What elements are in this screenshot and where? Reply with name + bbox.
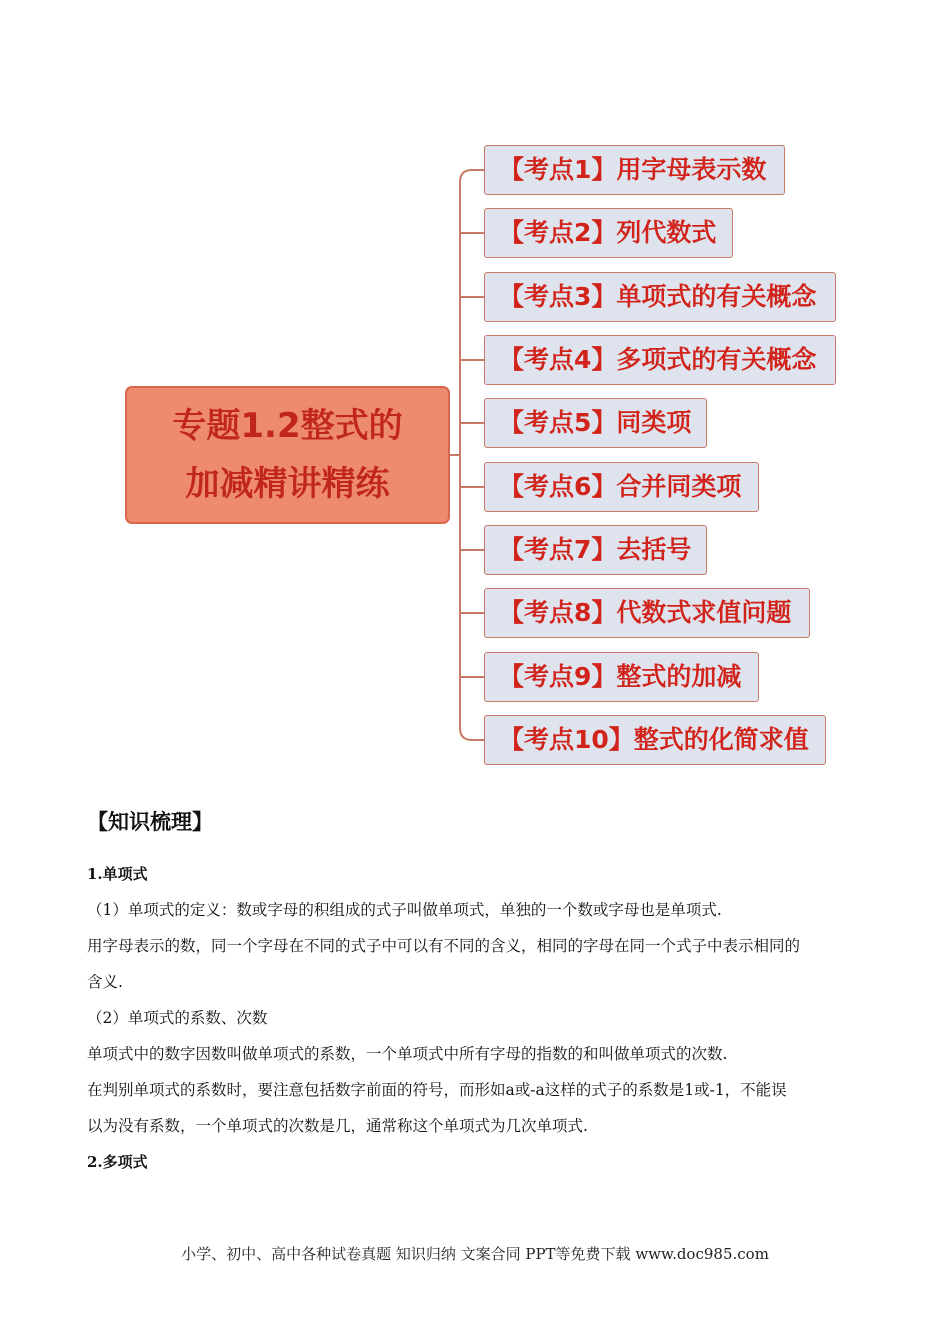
center-title-line-1: 专题1.2整式的: [172, 406, 403, 446]
mind-map-node-7: 【考点7】去括号: [484, 525, 707, 575]
page-footer: 小学、初中、高中各种试卷真题 知识归纳 文案合同 PPT等免费下载 www.doc985.com: [181, 1245, 769, 1263]
paragraph-3: 含义.: [87, 973, 123, 991]
paragraph-4: （2）单项式的系数、次数: [87, 1009, 268, 1027]
mind-map-node-9: 【考点9】整式的加减: [484, 652, 759, 702]
mind-map-node-8: 【考点8】代数式求值问题: [484, 588, 810, 638]
paragraph-7: 以为没有系数，一个单项式的次数是几，通常称这个单项式为几次单项式.: [87, 1117, 588, 1135]
paragraph-5: 单项式中的数字因数叫做单项式的系数，一个单项式中所有字母的指数的和叫做单项式的次数.: [87, 1045, 728, 1063]
knowledge-content: [87, 856, 867, 1180]
mind-map-node-4: 【考点4】多项式的有关概念: [484, 335, 836, 385]
paragraph-1: （1）单项式的定义：数或字母的积组成的式子叫做单项式，单独的一个数或字母也是单项式.: [87, 901, 722, 919]
mind-map-node-2: 【考点2】列代数式: [484, 208, 733, 258]
paragraph-6: 在判别单项式的系数时，要注意包括数字前面的符号，而形如a或-a这样的式子的系数是1或-1，不能误: [87, 1081, 787, 1099]
section-2-title: 2.多项式: [87, 1153, 148, 1171]
mind-map-node-3: 【考点3】单项式的有关概念: [484, 272, 836, 322]
center-title-line-2: 加减精讲精练: [185, 464, 390, 504]
mind-map-node-5: 【考点5】同类项: [484, 398, 707, 448]
section-1-title: 1.单项式: [87, 865, 148, 883]
mind-map-node-6: 【考点6】合并同类项: [484, 462, 759, 512]
paragraph-2: 用字母表示的数，同一个字母在不同的式子中可以有不同的含义，相同的字母在同一个式子中表示相同的: [87, 937, 801, 955]
mind-map-node-10: 【考点10】整式的化简求值: [484, 715, 826, 765]
mind-map-node-1: 【考点1】用字母表示数: [484, 145, 785, 195]
mind-map-center-title: [125, 386, 450, 524]
knowledge-heading: 【知识梳理】: [87, 809, 213, 834]
